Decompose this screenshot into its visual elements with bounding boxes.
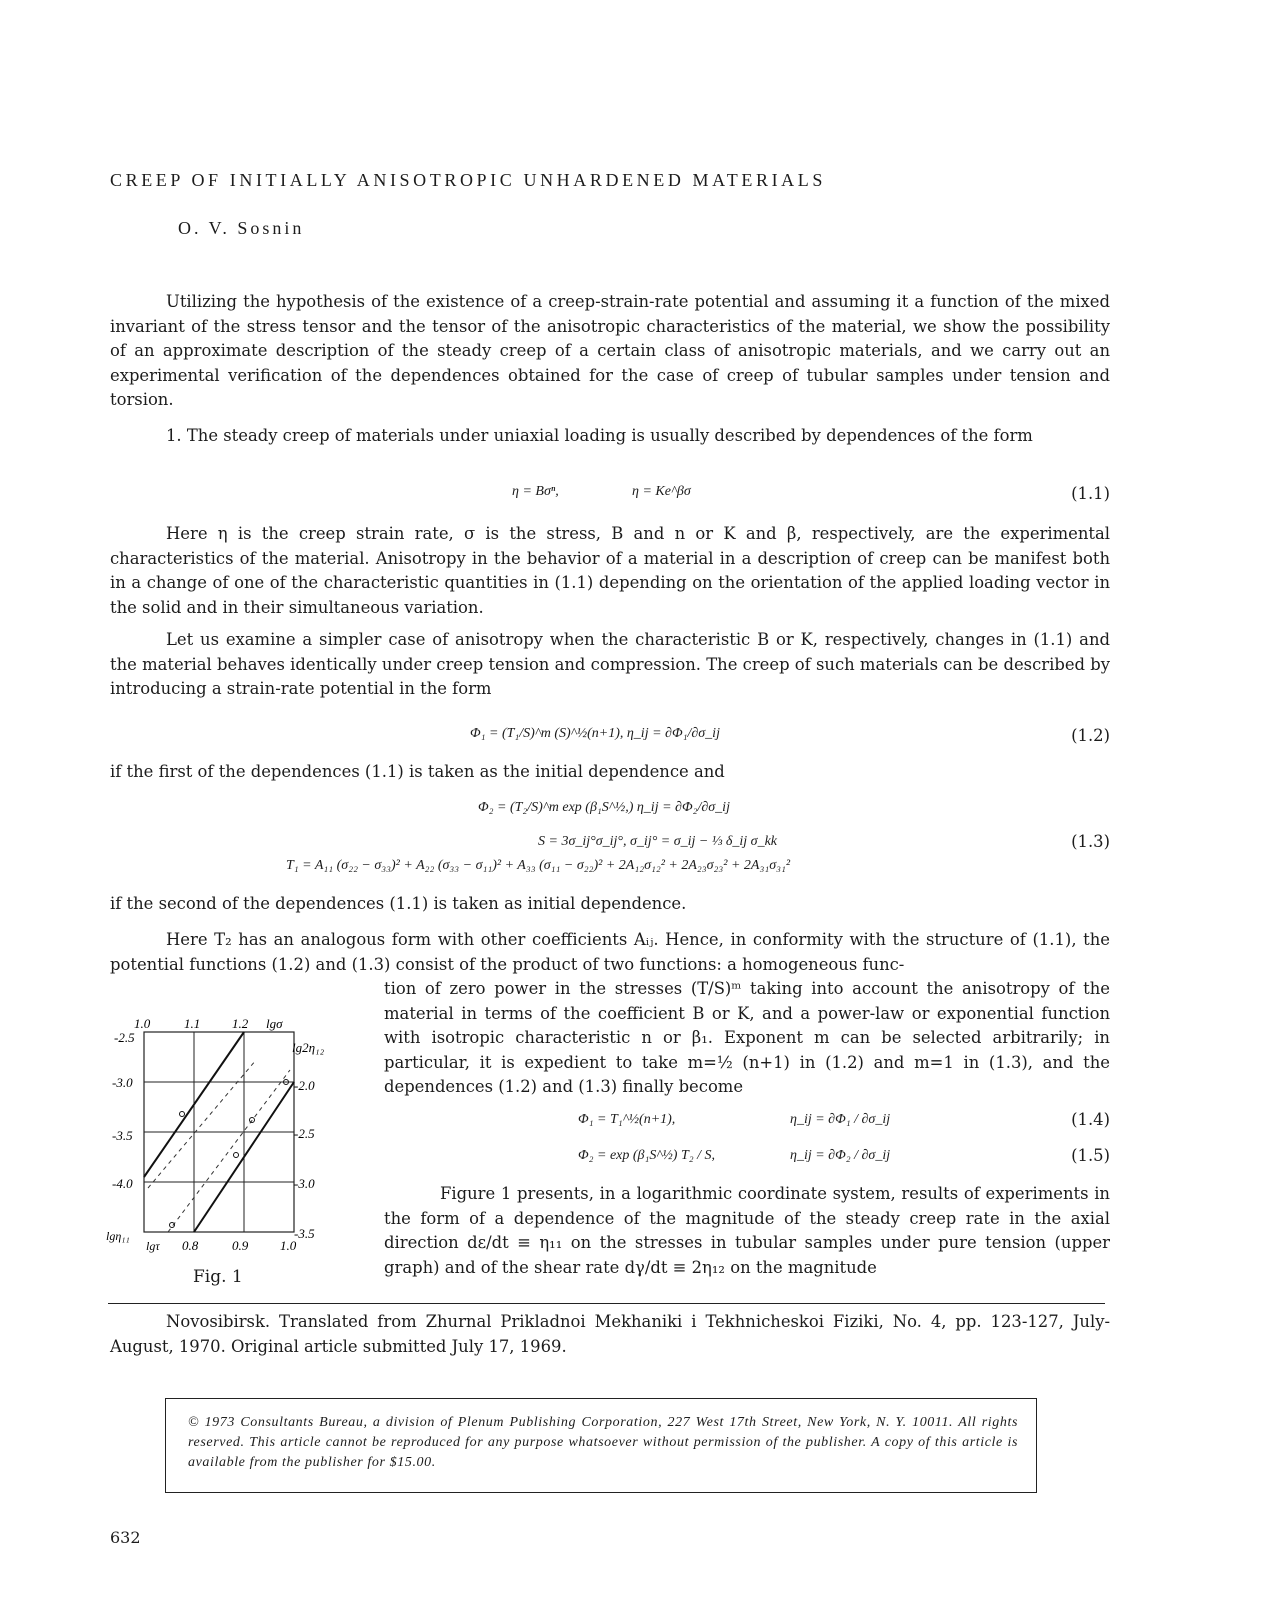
paragraph-if-first: if the first of the dependences (1.1) is taken as the initial dependence and [110,762,725,781]
figure-caption: Fig. 1 [193,1267,243,1287]
dashed-fit-line [148,1060,256,1188]
left-tick-label: -4.0 [112,1176,133,1191]
paragraph-here-t2 [110,928,1110,977]
paragraph-if-second: if the second of the dependences (1.1) is taken as initial dependence. [110,894,687,913]
paragraph-here-text: Here η is the creep strain rate, σ is the stress, B and n or K and β, respectively, are the experimental characteristics of the material. Anisotropy in the behavior of a material in a description of creep can be manifest both in a change of one of the characteristic quantities in (1.1) depending on the orientation of the applied loading vector in the solid and in their simultaneous variation. [110,524,1110,617]
equation-1-3-line-1: Φ₂ = (T₂/S)^m exp (β₁S^½,) η_ij = ∂Φ₂/∂σ_ij [478,800,730,815]
paragraph-here [110,522,1110,620]
equation-1-3-line-3: T₁ = A₁₁ (σ₂₂ − σ₃₃)² + A₂₂ (σ₃₃ − σ₁₁)² + A₃₃ (σ₁₁ − σ₂₂)² + 2A₁₂σ₁₂² + 2A₂₃σ₂₃² + 2A₃₁σ₃₁² [286,858,791,873]
bottom-left-x-label: lgτ [146,1239,160,1253]
page-number: 632 [110,1528,141,1547]
paragraph-figure-1 [384,1182,1110,1280]
paragraph-let-us-text: Let us examine a simpler case of anisotropy when the characteristic B or K, respectively, changes in (1.1) and the material behaves identically under creep tension and compression. The creep of such materials can be described by introducing a strain-rate potential in the form [110,630,1110,699]
equation-1-3-line-2: S = 3σ_ij°σ_ij°, σ_ij° = σ_ij − ⅓ δ_ij σ_kk [538,834,777,849]
abstract-text: Utilizing the hypothesis of the existence of a creep-strain-rate potential and assuming it a function of the mixed invariant of the stress tensor and the tensor of the anisotropic characteristics of the material, we show the possibility of an approximate description of the steady creep of a certain class of anisotropic materials, and we carry out an experimental verification of the dependences obtained for the case of creep of tubular samples under tension and torsion. [110,292,1110,410]
equation-number: (1.1) [1071,484,1110,503]
author: O. V. Sosnin [178,218,305,238]
bottom-tick-label: 1.0 [280,1238,297,1253]
equation-1-2: Φ₁ = (T₁/S)^m (S)^½(n+1), η_ij = ∂Φ₁/∂σ_ij [470,726,720,741]
bottom-left-y-label: lgη₁₁ [106,1229,130,1243]
right-tick-label: -2.0 [294,1078,315,1093]
footnote-text: Novosibirsk. Translated from Zhurnal Prikladnoi Mekhaniki i Tekhnicheskoi Fiziki, No. 4, pp. 123-127, July-August, 1970. Original article submitted July 17, 1969. [110,1312,1110,1356]
data-point [234,1153,239,1158]
equation-number: (1.3) [1071,832,1110,851]
equation-1-5-left: Φ₂ = exp (β₁S^½) T₂ / S, [578,1148,716,1163]
footnote-divider [108,1303,1105,1304]
right-tick-label: -3.5 [294,1226,315,1241]
equation-1-1-right: η = Ke^βσ [632,484,691,499]
bottom-tick-label: 0.8 [182,1238,199,1253]
paragraph-figure-1-text: Figure 1 presents, in a logarithmic coordinate system, results of experiments in the form of a dependence of the magnitude of the steady creep rate in the axial direction dε/dt ≡ η₁₁ on the stresses in tubular samples under pure tension (upper graph) and of the shear rate dγ/dt ≡ 2η₁₂ on the magnitude [384,1184,1110,1277]
left-tick-label: -3.0 [112,1075,133,1090]
right-tick-label: -2.5 [294,1126,315,1141]
equation-number: (1.2) [1071,726,1110,745]
footnote [110,1310,1110,1359]
bottom-tick-label: 0.9 [232,1238,249,1253]
figure-1 [104,1010,354,1260]
paragraph-right-column: tion of zero power in the stresses (T/S)ᵐ taking into account the anisotropy of the material in terms of the coefficient B or K, and a power-law or exponential function with isotropic characteristic n or β₁. Exponent m can be selected arbitrarily; in particular, it is expedient to take m=½ (n+1) in (1.2) and m=1 in (1.3), and the dependences (1.2) and (1.3) finally become [384,979,1110,1097]
dashed-fit-line [168,1070,290,1232]
equation-number: (1.4) [1071,1110,1110,1129]
equation-1-4-left: Φ₁ = T₁^½(n+1), [578,1112,676,1127]
paragraph-let-us [110,628,1110,702]
equation-number: (1.5) [1071,1146,1110,1165]
equation-1-5-right: η_ij = ∂Φ₂ / ∂σ_ij [790,1148,891,1163]
top-tick-label: 1.1 [184,1016,201,1031]
top-axis-label: lgσ [266,1016,283,1031]
right-tick-label: -3.0 [294,1176,315,1191]
left-tick-label: -3.5 [112,1128,133,1143]
paper-title: CREEP OF INITIALLY ANISOTROPIC UNHARDENED MATERIALS [110,170,826,190]
section-1-intro-text: 1. The steady creep of materials under uniaxial loading is usually described by dependences of the form [166,426,1033,445]
equation-1-4-right: η_ij = ∂Φ₁ / ∂σ_ij [790,1112,891,1127]
top-tick-label: 1.2 [232,1016,249,1031]
abstract [110,290,1110,413]
equation-1-1-left: η = Bσⁿ, [512,484,559,499]
section-1-intro [110,424,1110,449]
figure-1-plot [104,1010,354,1260]
top-tick-label: 1.0 [134,1016,151,1031]
right-axis-label: lg2η₁₂ [292,1040,325,1055]
left-tick-label: -2.5 [114,1030,135,1045]
data-point [180,1112,185,1117]
copyright-notice: © 1973 Consultants Bureau, a division of Plenum Publishing Corporation, 227 West 17th Street, New York, N. Y. 10011. All rights reserved. This article cannot be reproduced for any purpose whatsoever without permission of the publisher. A copy of this article is available from the publisher for $15.00. [188,1415,1018,1470]
paragraph-here-t2-text: Here T₂ has an analogous form with other coefficients Aᵢⱼ. Hence, in conformity with the structure of (1.1), the potential functions (1.2) and (1.3) consist of the product of two functions: a homogeneous func- [110,930,1110,974]
